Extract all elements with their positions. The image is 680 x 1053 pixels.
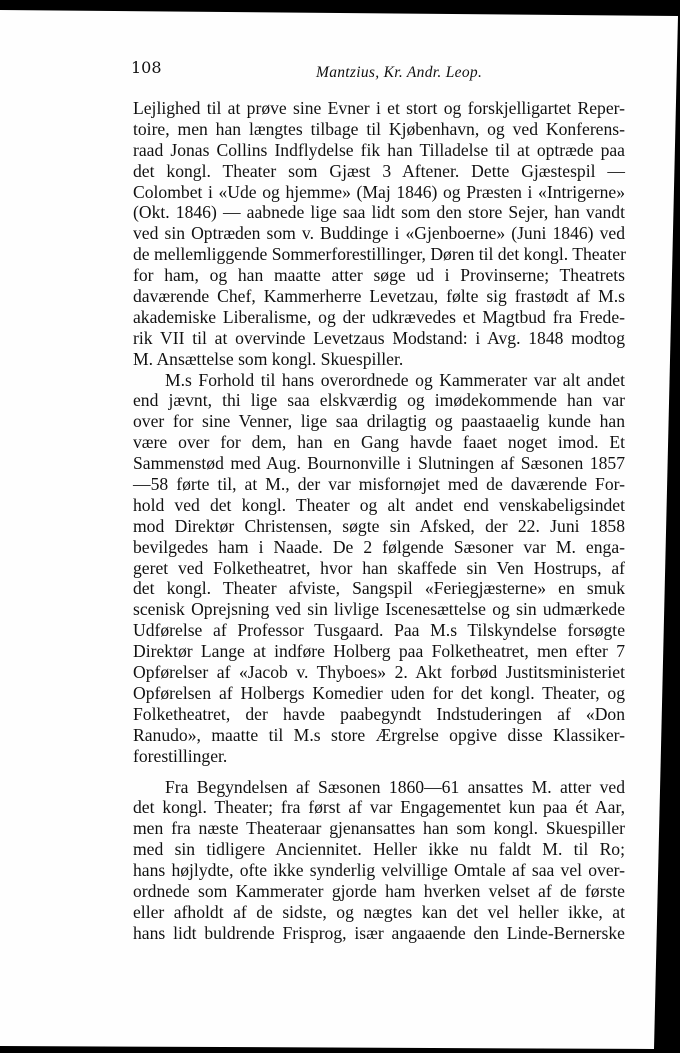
text-line: ordnede som Kammerater gjorde ham hverken velset af de første xyxy=(133,880,625,901)
text-line: men fra næste Theateraar gjenansattes han som kongl. Skuespiller xyxy=(133,818,625,839)
text-line: det kongl. Theater afviste, Sangspil «Feriegjæsterne» en smuk xyxy=(133,578,625,599)
running-title: Mantzius, Kr. Andr. Leop. xyxy=(316,64,483,81)
text-line: akademiske Liberalisme, og der udkrævedes et Magtbud fra Frede- xyxy=(133,306,625,327)
text-line: Lejlighed til at prøve sine Evner i et stort og forskjelligartet Reper- xyxy=(133,98,625,118)
text-line: end jævnt, thi lige saa elskværdig og imødekommende han var xyxy=(133,390,625,411)
text-line: over for sine Venner, lige saa drilagtig og paastaaelig kunde han xyxy=(133,411,625,432)
text-line: hans højlydte, ofte ikke synderlig velvillige Omtale af saa vel over- xyxy=(133,860,625,881)
text-line: for ham, og han maatte atter søge ud i Provinserne; Theatrets xyxy=(133,265,625,286)
paragraph xyxy=(133,98,625,370)
paragraph xyxy=(133,777,625,944)
text-line: Folketheatret, der havde paabegyndt Indstuderingen af «Don xyxy=(133,703,625,724)
text-line: være over for dem, han en Gang havde faaet noget imod. Et xyxy=(133,432,625,453)
page-number: 108 xyxy=(131,58,162,77)
text-line: —58 førte til, at M., der var misfornøjet med de daværende For- xyxy=(133,474,625,495)
text-line: M. Ansættelse som kongl. Skuespiller. xyxy=(133,348,404,369)
text-line: M.s Forhold til hans overordnede og Kammerater var alt andet xyxy=(165,369,625,390)
text-line: det kongl. Theater; fra først af var Engagementet kun paa ét Aar, xyxy=(133,797,625,818)
body-text xyxy=(133,98,625,944)
text-line: eller afholdt af de sidste, og nægtes kan det vel heller ikke, at xyxy=(133,901,625,922)
text-line: Fra Begyndelsen af Sæsonen 1860—61 ansattes M. atter ved xyxy=(165,776,625,797)
text-line: hans lidt buldrende Frisprog, især angaaende den Linde-Bernerske xyxy=(133,922,625,943)
text-line: det kongl. Theater som Gjæst 3 Aftener. Dette Gjæstespil — xyxy=(133,160,625,181)
paragraph xyxy=(133,370,625,767)
text-line: Opførelser af «Jacob v. Thyboes» 2. Akt forbød Justitsministeriet xyxy=(133,662,625,683)
text-line: scenisk Oprejsning ved sin livlige Iscenesættelse og sin udmærkede xyxy=(133,599,625,620)
text-line: raad Jonas Collins Indflydelse fik han Tilladelse til at optræde paa xyxy=(133,139,625,160)
text-line: med sin tidligere Anciennitet. Heller ikke nu faldt M. til Ro; xyxy=(133,839,625,860)
text-line: toire, men han længtes tilbage til Kjøbenhavn, og ved Konferens- xyxy=(133,118,625,139)
text-line: Opførelsen af Holbergs Komedier uden for det kongl. Theater, og xyxy=(133,682,625,703)
text-line: (Okt. 1846) — aabnede lige saa lidt som den store Sejer, han vandt xyxy=(133,202,625,223)
text-line: ved sin Optræden som v. Buddinge i «Gjenboerne» (Juni 1846) ved xyxy=(133,223,625,244)
text-line: Ranudo», maatte til M.s store Ærgrelse opgive disse Klassiker- xyxy=(133,724,625,745)
text-line: mod Direktør Christensen, søgte sin Afsked, der 22. Juni 1858 xyxy=(133,515,625,536)
text-line: Direktør Lange at indføre Holberg paa Folketheatret, men efter 7 xyxy=(133,641,625,662)
text-line: Udførelse af Professor Tusgaard. Paa M.s Tilskyndelse forsøgte xyxy=(133,620,625,641)
text-line: rik VII til at overvinde Levetzaus Modstand: i Avg. 1848 modtog xyxy=(133,327,625,348)
text-line: hold ved det kongl. Theater og alt andet end venskabeligsindet xyxy=(133,494,625,515)
text-line: forestillinger. xyxy=(133,745,228,766)
text-line: bevilgedes ham i Naade. De 2 følgende Sæsoner var M. enga- xyxy=(133,536,625,557)
text-line: Colombet i «Ude og hjemme» (Maj 1846) og Præsten i «Intrigerne» xyxy=(133,181,625,202)
text-line: daværende Chef, Kammerherre Levetzau, følte sig frastødt af M.s xyxy=(133,286,625,307)
text-line: de mellemliggende Sommerforestillinger, Døren til det kongl. Theater xyxy=(133,244,626,265)
text-line: geret ved Folketheatret, hvor han skaffede sin Ven Hostrups, af xyxy=(133,557,625,578)
text-line: Sammenstød med Aug. Bournonville i Slutningen af Sæsonen 1857 xyxy=(133,453,625,474)
